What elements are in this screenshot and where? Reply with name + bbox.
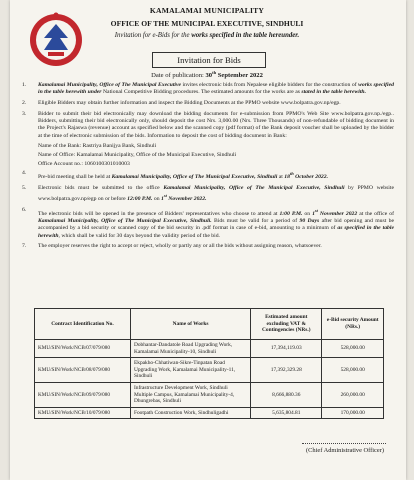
bid-security-cell: 170,000.00 <box>322 407 384 419</box>
clause-4-day: 18 <box>284 174 290 181</box>
bank-name: Name of the Bank: Rastriya Banijya Bank, Sindhuli <box>38 143 157 150</box>
work-name-cell: Infrastructure Development Work, Sindhuli Multiple Campus, Kamalamai Municipality-4, Dhungrebas, Sindhuli <box>130 382 250 407</box>
invitation-bold: works specified in the table hereunder. <box>191 32 300 39</box>
clause-4-month: October 2022. <box>293 174 329 181</box>
estimated-amount-cell: 17,392,329.28 <box>251 358 322 383</box>
clause-number: 4. <box>22 170 27 177</box>
pub-rest: September 2022 <box>217 72 263 80</box>
clause-1-works: works specified in the table herewith under <box>38 82 395 96</box>
clause-6 <box>22 207 394 241</box>
clause-6-specified: as specified in the table herewith <box>38 225 394 239</box>
invitation-prefix: Invitation for e-Bids for the <box>114 32 190 39</box>
pub-day: 30 <box>205 72 213 80</box>
clause-text <box>38 207 394 241</box>
bank-info <box>38 143 394 168</box>
clause-5-on: on <box>152 196 162 203</box>
clause-1-text-b: National Competitive Bidding procedures. The estimated amounts for the works are as <box>101 89 302 96</box>
clause-6-time: 1:00 P.M. <box>279 210 303 217</box>
clause-6-day: 1 <box>312 210 315 217</box>
header-contract-id: Contract Identification No. <box>35 309 131 340</box>
clause-number: 3. <box>22 110 27 117</box>
clause-text <box>38 82 394 97</box>
table-row <box>35 340 384 358</box>
page-title: Invitation for Bids <box>152 52 266 68</box>
header-name-of-works: Name of Works <box>130 309 250 340</box>
clause-5-c: by PPMO website www.bolpatra.gov.np/egp on or before <box>38 184 394 203</box>
clause-number: 6. <box>22 206 27 213</box>
bid-security-cell: 528,000.00 <box>322 358 384 383</box>
account-number: Office Account no.: 1060100301010003 <box>38 161 130 168</box>
clause-6-a: The electronic bids will be opened in the presence of Bidders' representatives who choose to attend at <box>38 210 280 217</box>
contract-id-cell: KMU/SIN/Work/NCB/08/079/080 <box>35 358 131 383</box>
clause-5-office: Kamalamai Municipality, Office of The Municipal Executive, Sindhuli <box>163 184 345 191</box>
clause-4-a: Pre-bid meeting shall be held at <box>38 174 112 181</box>
clause-7 <box>22 243 394 250</box>
clause-text: The employer reserves the right to accept or reject, wholly or partly any or all the bids without assigning reason, whatsoever. <box>38 243 322 250</box>
clause-2 <box>22 100 394 107</box>
clause-text: Bidder to submit their bid electronically may download the bidding documents for e-submission from PPMO's Web Site www.bolpatra.gov.np./egp.. Bidders, submitting their bid electronically only, should deposit the cost Nrs. 3,000.00 (Nrs. Three Thousands) of non-refundable of bidding document in the Project's Rajaswa (revenue) account as specified below and the scanned copy (pdf format) of the Bank deposit voucher shall be uploaded by the bidder at the time of electronic submission of the bids. Information to deposit the cost of bidding document in Bank: <box>38 110 394 139</box>
office-name-line: Name of Office: Kamalamai Municipality, Office of the Municipal Executive, Sindhuli <box>38 152 237 159</box>
org-name: KAMALAMAI MUNICIPALITY <box>149 6 265 15</box>
clauses <box>22 82 394 254</box>
clause-4-office: Kamalamai Municipality, Office of The Municipal Executive, Sindhuli <box>111 174 278 181</box>
invitation-line <box>0 32 414 39</box>
clause-6-i: Bids must be valid for a period of <box>211 218 300 225</box>
clause-1-office: Kamalamai Municipality, Office of The Municipal Executive <box>38 82 182 88</box>
clause-6-suffix: st <box>314 207 318 213</box>
clause-1 <box>22 82 394 97</box>
estimated-amount-cell: 5,635,804.81 <box>251 407 322 419</box>
work-name-cell: Footpath Construction Work, Sindhuligadhi <box>130 407 250 419</box>
clause-5-time: 12:00 P.M. <box>127 196 153 203</box>
clause-6-m: , which shall be valid for 30 days beyond the validity period of the bid. <box>58 232 220 239</box>
clause-6-k: after bid opening and must be accompanied by a bid security or scanned copy of the bid security in .pdf format in case of e-bid, amounting to a minimum of <box>38 218 394 232</box>
work-name-cell: Ekpakho-Chhatiwan-Sikre-Tinpatan Road Upgrading Work, Kamalamai Municipality-11, Sindhuli <box>130 358 250 383</box>
clause-4-suffix: th <box>289 171 294 177</box>
clause-5-month: November 2022. <box>166 196 207 203</box>
table-row <box>35 358 384 383</box>
clause-1-text-a: invites electronic bids from Nepalese eligible bidders for the construction of <box>181 82 359 88</box>
clause-6-g: at the office of <box>357 210 394 217</box>
publication-date <box>0 70 414 79</box>
clause-5 <box>22 185 394 204</box>
bid-security-cell: 260,000.00 <box>322 382 384 407</box>
table-header-row <box>35 309 384 340</box>
table-row <box>35 407 384 419</box>
clause-6-on: on <box>302 210 313 217</box>
clause-6-month: November 2022 <box>317 210 358 217</box>
clause-6-days: 90 Days <box>299 218 320 225</box>
work-name-cell: Dobhantar-Dandatole Road Upgrading Work, Kamalamai Municipality-10, Sindhuli <box>130 340 250 358</box>
clause-text <box>38 185 394 204</box>
clause-text <box>38 170 394 181</box>
clause-number: 7. <box>22 243 27 250</box>
clause-3 <box>22 111 394 141</box>
clause-5-day: 1 <box>161 196 164 203</box>
header-bid-security: e-Bid security Amount (NRs.) <box>322 309 384 340</box>
works-table <box>34 308 384 419</box>
bid-security-cell: 528,000.00 <box>322 340 384 358</box>
clause-5-a: Electronic bids must be submitted to the office <box>38 184 164 191</box>
clause-5-suffix: st <box>163 193 167 199</box>
clause-1-stated: stated in the table herewith. <box>301 89 367 96</box>
contract-id-cell: KMU/SIN/Work/NCB/07/079/080 <box>35 340 131 358</box>
clause-6-office: Kamalamai Municipality, Office of The Municipal Executive, Sindhuli. <box>38 218 212 225</box>
clause-4-at: at <box>277 174 285 181</box>
contract-id-cell: KMU/SIN/Work/NCB/09/079/080 <box>35 382 131 407</box>
estimated-amount-cell: 8,666,880.36 <box>251 382 322 407</box>
clause-number: 5. <box>22 184 27 191</box>
clause-4 <box>22 170 394 181</box>
pub-suffix: th <box>212 70 217 75</box>
signatory: (Chief Administrative Officer) <box>306 447 384 454</box>
office-name: OFFICE OF THE MUNICIPAL EXECUTIVE, SINDHULI <box>110 19 304 28</box>
contract-id-cell: KMU/SIN/Work/NCB/10/079/080 <box>35 407 131 419</box>
clause-number: 1. <box>22 82 27 88</box>
pub-label: Date of publication: <box>151 72 204 80</box>
header-estimated-amount: Estimated amount excluding VAT & Contingencies (NRs.) <box>251 309 322 340</box>
clause-text: Eligible Bidders may obtain further information and inspect the Bidding Documents at the PPMO website www.bolpatra.gov.np/egp. <box>38 100 341 106</box>
clause-number: 2. <box>22 100 27 106</box>
signature-line <box>302 443 386 444</box>
table-row <box>35 382 384 407</box>
estimated-amount-cell: 17,394,119.03 <box>251 340 322 358</box>
